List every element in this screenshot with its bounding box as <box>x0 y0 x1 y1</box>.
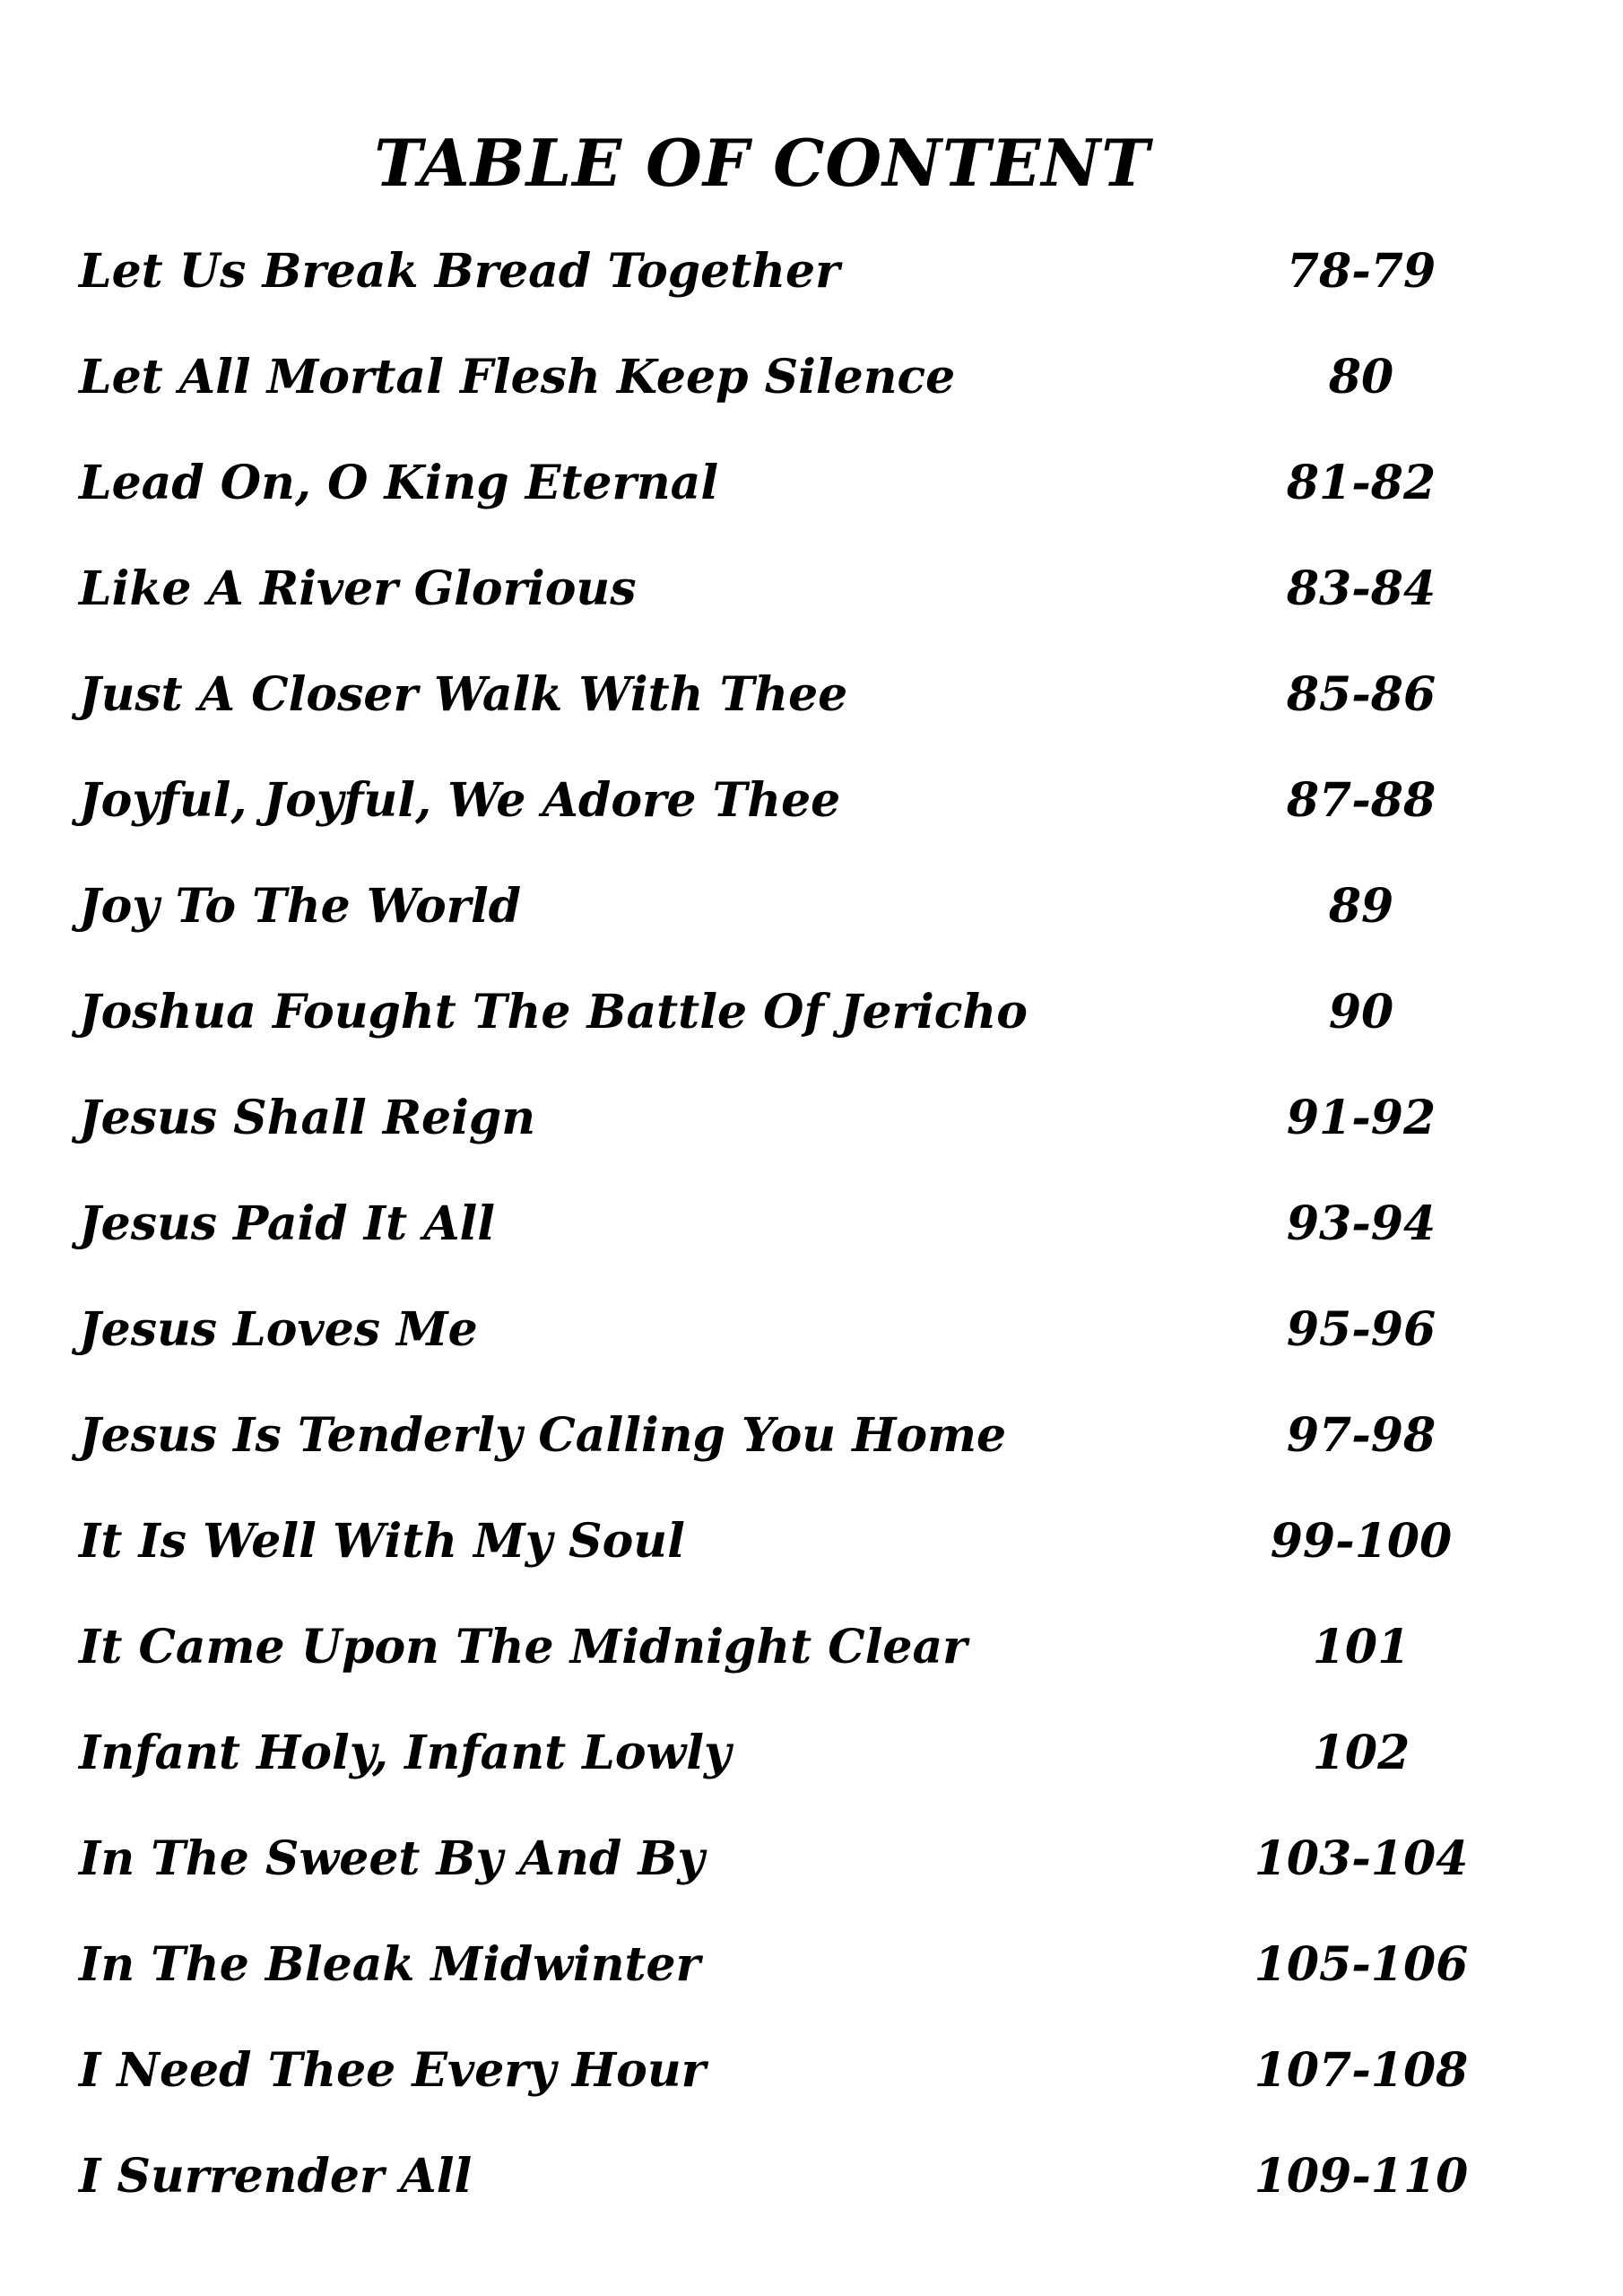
toc-entry <box>79 650 1549 756</box>
toc-entry <box>79 2026 1549 2132</box>
toc-entry <box>79 544 1549 650</box>
toc-entry-pages: 101 <box>1312 1620 1410 1674</box>
toc-entry-pages: 109-110 <box>1254 2149 1469 2204</box>
toc-entry <box>79 862 1549 968</box>
toc-entry-pages: 90 <box>1328 985 1394 1039</box>
toc-entry-pages: 105-106 <box>1254 1937 1469 1992</box>
toc-entry-title: Lead On, O King Eternal <box>79 456 719 510</box>
toc-entry-title: Just A Closer Walk With Thee <box>79 667 848 722</box>
toc-entry-title: Infant Holy, Infant Lowly <box>79 1726 732 1780</box>
toc-entry-title: Let Us Break Bread Together <box>79 244 840 299</box>
toc-entry-title: It Came Upon The Midnight Clear <box>79 1620 968 1674</box>
toc-entry-pages: 87-88 <box>1286 773 1436 828</box>
toc-entry-pages: 89 <box>1328 879 1394 934</box>
toc-entry-title: It Is Well With My Soul <box>79 1514 685 1569</box>
toc-entry-pages: 83-84 <box>1286 561 1436 616</box>
toc-entry-title: Let All Mortal Flesh Keep Silence <box>79 350 956 404</box>
toc-entry-title: Jesus Loves Me <box>79 1302 478 1357</box>
toc-entry-pages: 85-86 <box>1286 667 1436 722</box>
toc-entry <box>79 2132 1549 2238</box>
toc-entry-title: Like A River Glorious <box>79 561 637 616</box>
toc-entry-pages: 107-108 <box>1254 2043 1469 2098</box>
toc-entry-pages: 81-82 <box>1286 456 1436 510</box>
toc-entry-pages: 78-79 <box>1286 244 1436 299</box>
toc-entry-title: Joy To The World <box>79 879 522 934</box>
toc-entry <box>79 1920 1549 2026</box>
toc-entry-title: Jesus Paid It All <box>79 1196 496 1251</box>
toc-entry-title: Joyful, Joyful, We Adore Thee <box>79 773 841 828</box>
toc-entry-pages: 102 <box>1312 1726 1410 1780</box>
toc-entry-title: Joshua Fought The Battle Of Jericho <box>79 985 1028 1039</box>
toc-entry <box>79 1603 1549 1709</box>
toc-entry <box>79 1285 1549 1391</box>
toc-entry <box>79 227 1549 333</box>
toc-entry <box>79 1179 1549 1285</box>
toc-entry-title: Jesus Shall Reign <box>79 1091 536 1145</box>
toc-entry-pages: 103-104 <box>1254 1831 1469 1886</box>
toc-entry-pages: 93-94 <box>1286 1196 1436 1251</box>
toc-entry-title: I Surrender All <box>79 2149 473 2204</box>
toc-entry <box>79 1814 1549 1920</box>
toc-entry-pages: 91-92 <box>1286 1091 1436 1145</box>
toc-entry-pages: 97-98 <box>1286 1408 1436 1463</box>
toc-entry-pages: 99-100 <box>1270 1514 1453 1569</box>
toc-entry <box>79 756 1549 862</box>
toc-entry-pages: 80 <box>1328 350 1394 404</box>
toc-entry <box>79 1074 1549 1179</box>
page-title: TABLE OF CONTENT <box>374 125 1150 201</box>
toc-entry-title: In The Sweet By And By <box>79 1831 705 1886</box>
toc-entry <box>79 439 1549 544</box>
toc-entry-title: In The Bleak Midwinter <box>79 1937 701 1992</box>
toc-entry <box>79 333 1549 439</box>
toc-entry <box>79 1391 1549 1497</box>
toc-entry-title: Jesus Is Tenderly Calling You Home <box>79 1408 1007 1463</box>
toc-entry-pages: 95-96 <box>1286 1302 1436 1357</box>
table-of-contents-list <box>79 227 1549 2238</box>
toc-entry-title: I Need Thee Every Hour <box>79 2043 707 2098</box>
toc-entry <box>79 1709 1549 1814</box>
toc-entry <box>79 1497 1549 1603</box>
toc-entry <box>79 968 1549 1074</box>
